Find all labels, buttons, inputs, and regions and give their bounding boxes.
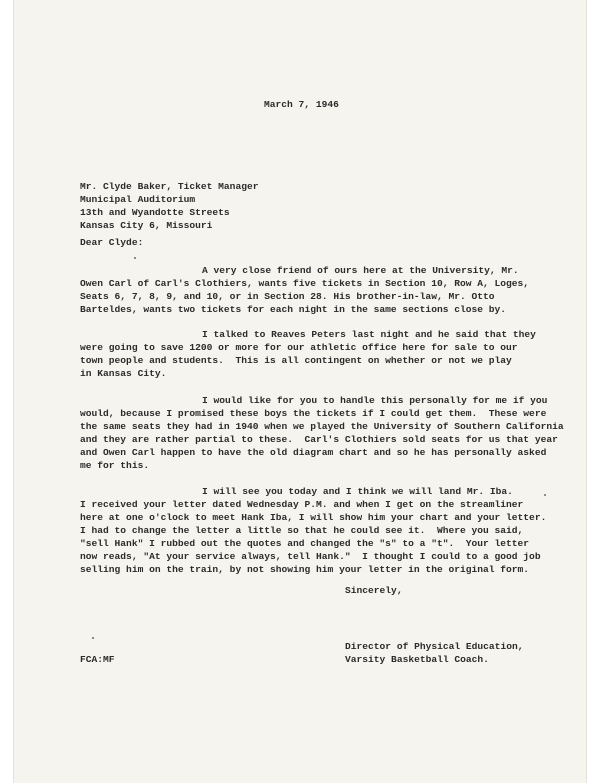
para4-line3: here at one o'clock to meet Hank Iba, I will show him your chart and your letter. [80,512,547,523]
para2-line1: I talked to Reaves Peters last night and he said that they [202,329,536,340]
para4-line6: now reads, "At your service always, tell Hank." I thought I could to a good job [80,551,541,562]
recipient-name: Mr. Clyde Baker, Ticket Manager [80,181,259,192]
closing: Sincerely, [345,585,403,596]
recipient-city: Kansas City 6, Missouri [80,220,213,231]
signature-title-1: Director of Physical Education, [345,641,524,652]
para3-line1: I would like for you to handle this personally for me if you [202,395,548,406]
date: March 7, 1946 [264,99,339,110]
para4-line2: I received your letter dated Wednesday P.M. and when I get on the streamliner [80,499,524,510]
initials: FCA:MF [80,654,115,665]
para4-line5: "sell Hank" I rubbed out the quotes and changed the "s" to a "t". Your letter [80,538,530,549]
signature-title-2: Varsity Basketball Coach. [345,654,489,665]
para2-line3: town people and students. This is all contingent on whether or not we play [80,355,512,366]
para3-line3: the same seats they had in 1940 when we played the University of Southern California [80,421,564,432]
para4-line7: selling him on the train, by not showing him your letter in the original form. [80,564,530,575]
para3-line2: would, because I promised these boys the tickets if I could get them. These were [80,408,547,419]
recipient-street: 13th and Wyandotte Streets [80,207,230,218]
recipient-org: Municipal Auditorium [80,194,196,205]
ink-speck [92,637,94,639]
ink-speck [544,494,546,496]
para3-line5: and Owen Carl happen to have the old diagram chart and so he has personally asked [80,447,547,458]
para4-line1: I will see you today and I think we will land Mr. Iba. [202,486,513,497]
para1-line1: A very close friend of ours here at the University, Mr. [202,265,519,276]
para1-line2: Owen Carl of Carl's Clothiers, wants five tickets in Section 10, Row A, Loges, [80,278,530,289]
salutation: Dear Clyde: [80,237,144,248]
para1-line4: Barteldes, wants two tickets for each night in the same sections close by. [80,304,507,315]
para1-line3: Seats 6, 7, 8, 9, and 10, or in Section 28. His brother-in-law, Mr. Otto [80,291,495,302]
para2-line4: in Kansas City. [80,368,167,379]
para2-line2: were going to save 1200 or more for our athletic office here for sale to our [80,342,518,353]
ink-speck [134,257,136,259]
para3-line6: me for this. [80,460,150,471]
para3-line4: and they are rather partial to these. Carl's Clothiers sold seats for us that year [80,434,558,445]
para4-line4: I had to change the letter a little so that he could see it. Where you said, [80,525,524,536]
